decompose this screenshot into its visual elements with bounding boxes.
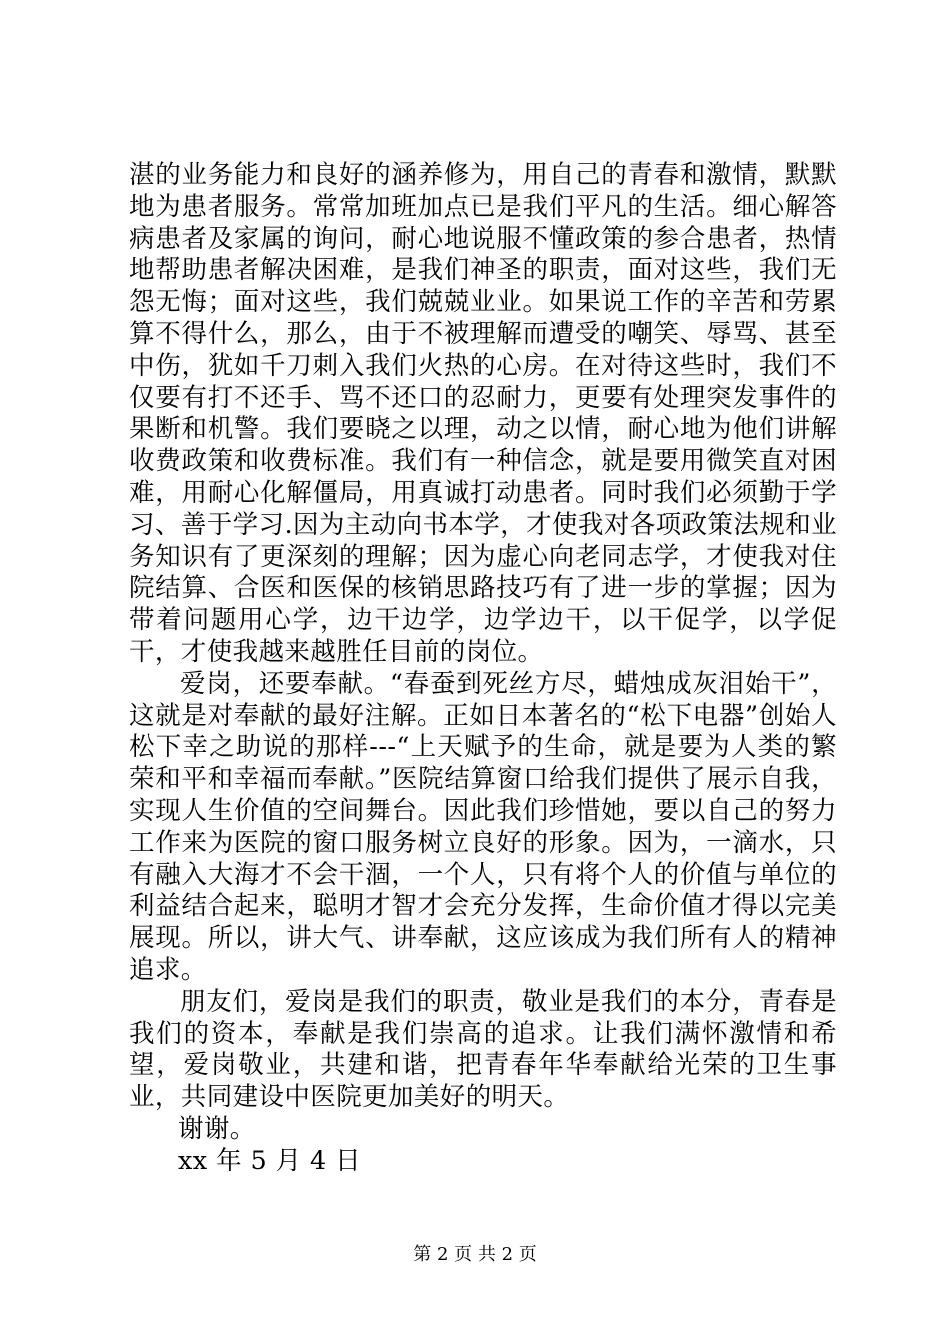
page-footer: 第 2 页 共 2 页 [413,1244,537,1265]
document-body [129,160,837,1178]
paragraph-continuation: 湛的业务能力和良好的涵养修为，用自己的青春和激情，默默地为患者服务。常常加班加点已是我们平凡的生活。细心解答病患者及家属的询问，耐心地说服不懂政策的参合患者，热情地帮助患者解决困难，是我们神圣的职责，面对这些，我们无怨无悔；面对这些，我们兢兢业业。如果说工作的辛苦和劳累算不得什么，那么，由于不被理解而遭受的嘲笑、辱骂、甚至中伤，犹如千刀刺入我们火热的心房。在对待这些时，我们不仅要有打不还手、骂不还口的忍耐力，更要有处理突发事件的果断和机警。我们要晓之以理，动之以情，耐心地为他们讲解收费政策和收费标准。我们有一种信念，就是要用微笑直对困难，用耐心化解僵局，用真诚打动患者。同时我们必须勤于学习、善于学习.因为主动向书本学，才使我对各项政策法规和业务知识有了更深刻的理解；因为虚心向老同志学，才使我对住院结算、合医和医保的核销思路技巧有了进一步的掌握；因为带着问题用心学，边干边学，边学边干，以干促学，以学促干，才使我越来越胜任目前的岗位。 [129,160,837,667]
closing-thanks: 谢谢。 [178,1113,256,1144]
closing-date: xx 年 5 月 4 日 [178,1145,362,1176]
paragraph-conclusion: 朋友们，爱岗是我们的职责，敬业是我们的本分，青春是我们的资本，奉献是我们崇高的追求。让我们满怀激情和希望，爱岗敬业，共建和谐，把青春年华奉献给光荣的卫生事业，共同建设中医院更加美好的明天。 [129,986,837,1113]
paragraph-dedication: 爱岗，还要奉献。“春蚕到死丝方尽，蜡烛成灰泪始干”，这就是对奉献的最好注解。正如日本著名的“松下电器”创始人松下幸之助说的那样---“上天赋予的生命，就是要为人类的繁荣和平和幸福而奉献。”医院结算窗口给我们提供了展示自我，实现人生价值的空间舞台。因此我们珍惜她，要以自己的努力工作来为医院的窗口服务树立良好的形象。因为，一滴水，只有融入大海才不会干涸，一个人，只有将个人的价值与单位的利益结合起来，聪明才智才会充分发挥，生命价值才得以完美展现。所以，讲大气、讲奉献，这应该成为我们所有人的精神追求。 [129,668,837,985]
